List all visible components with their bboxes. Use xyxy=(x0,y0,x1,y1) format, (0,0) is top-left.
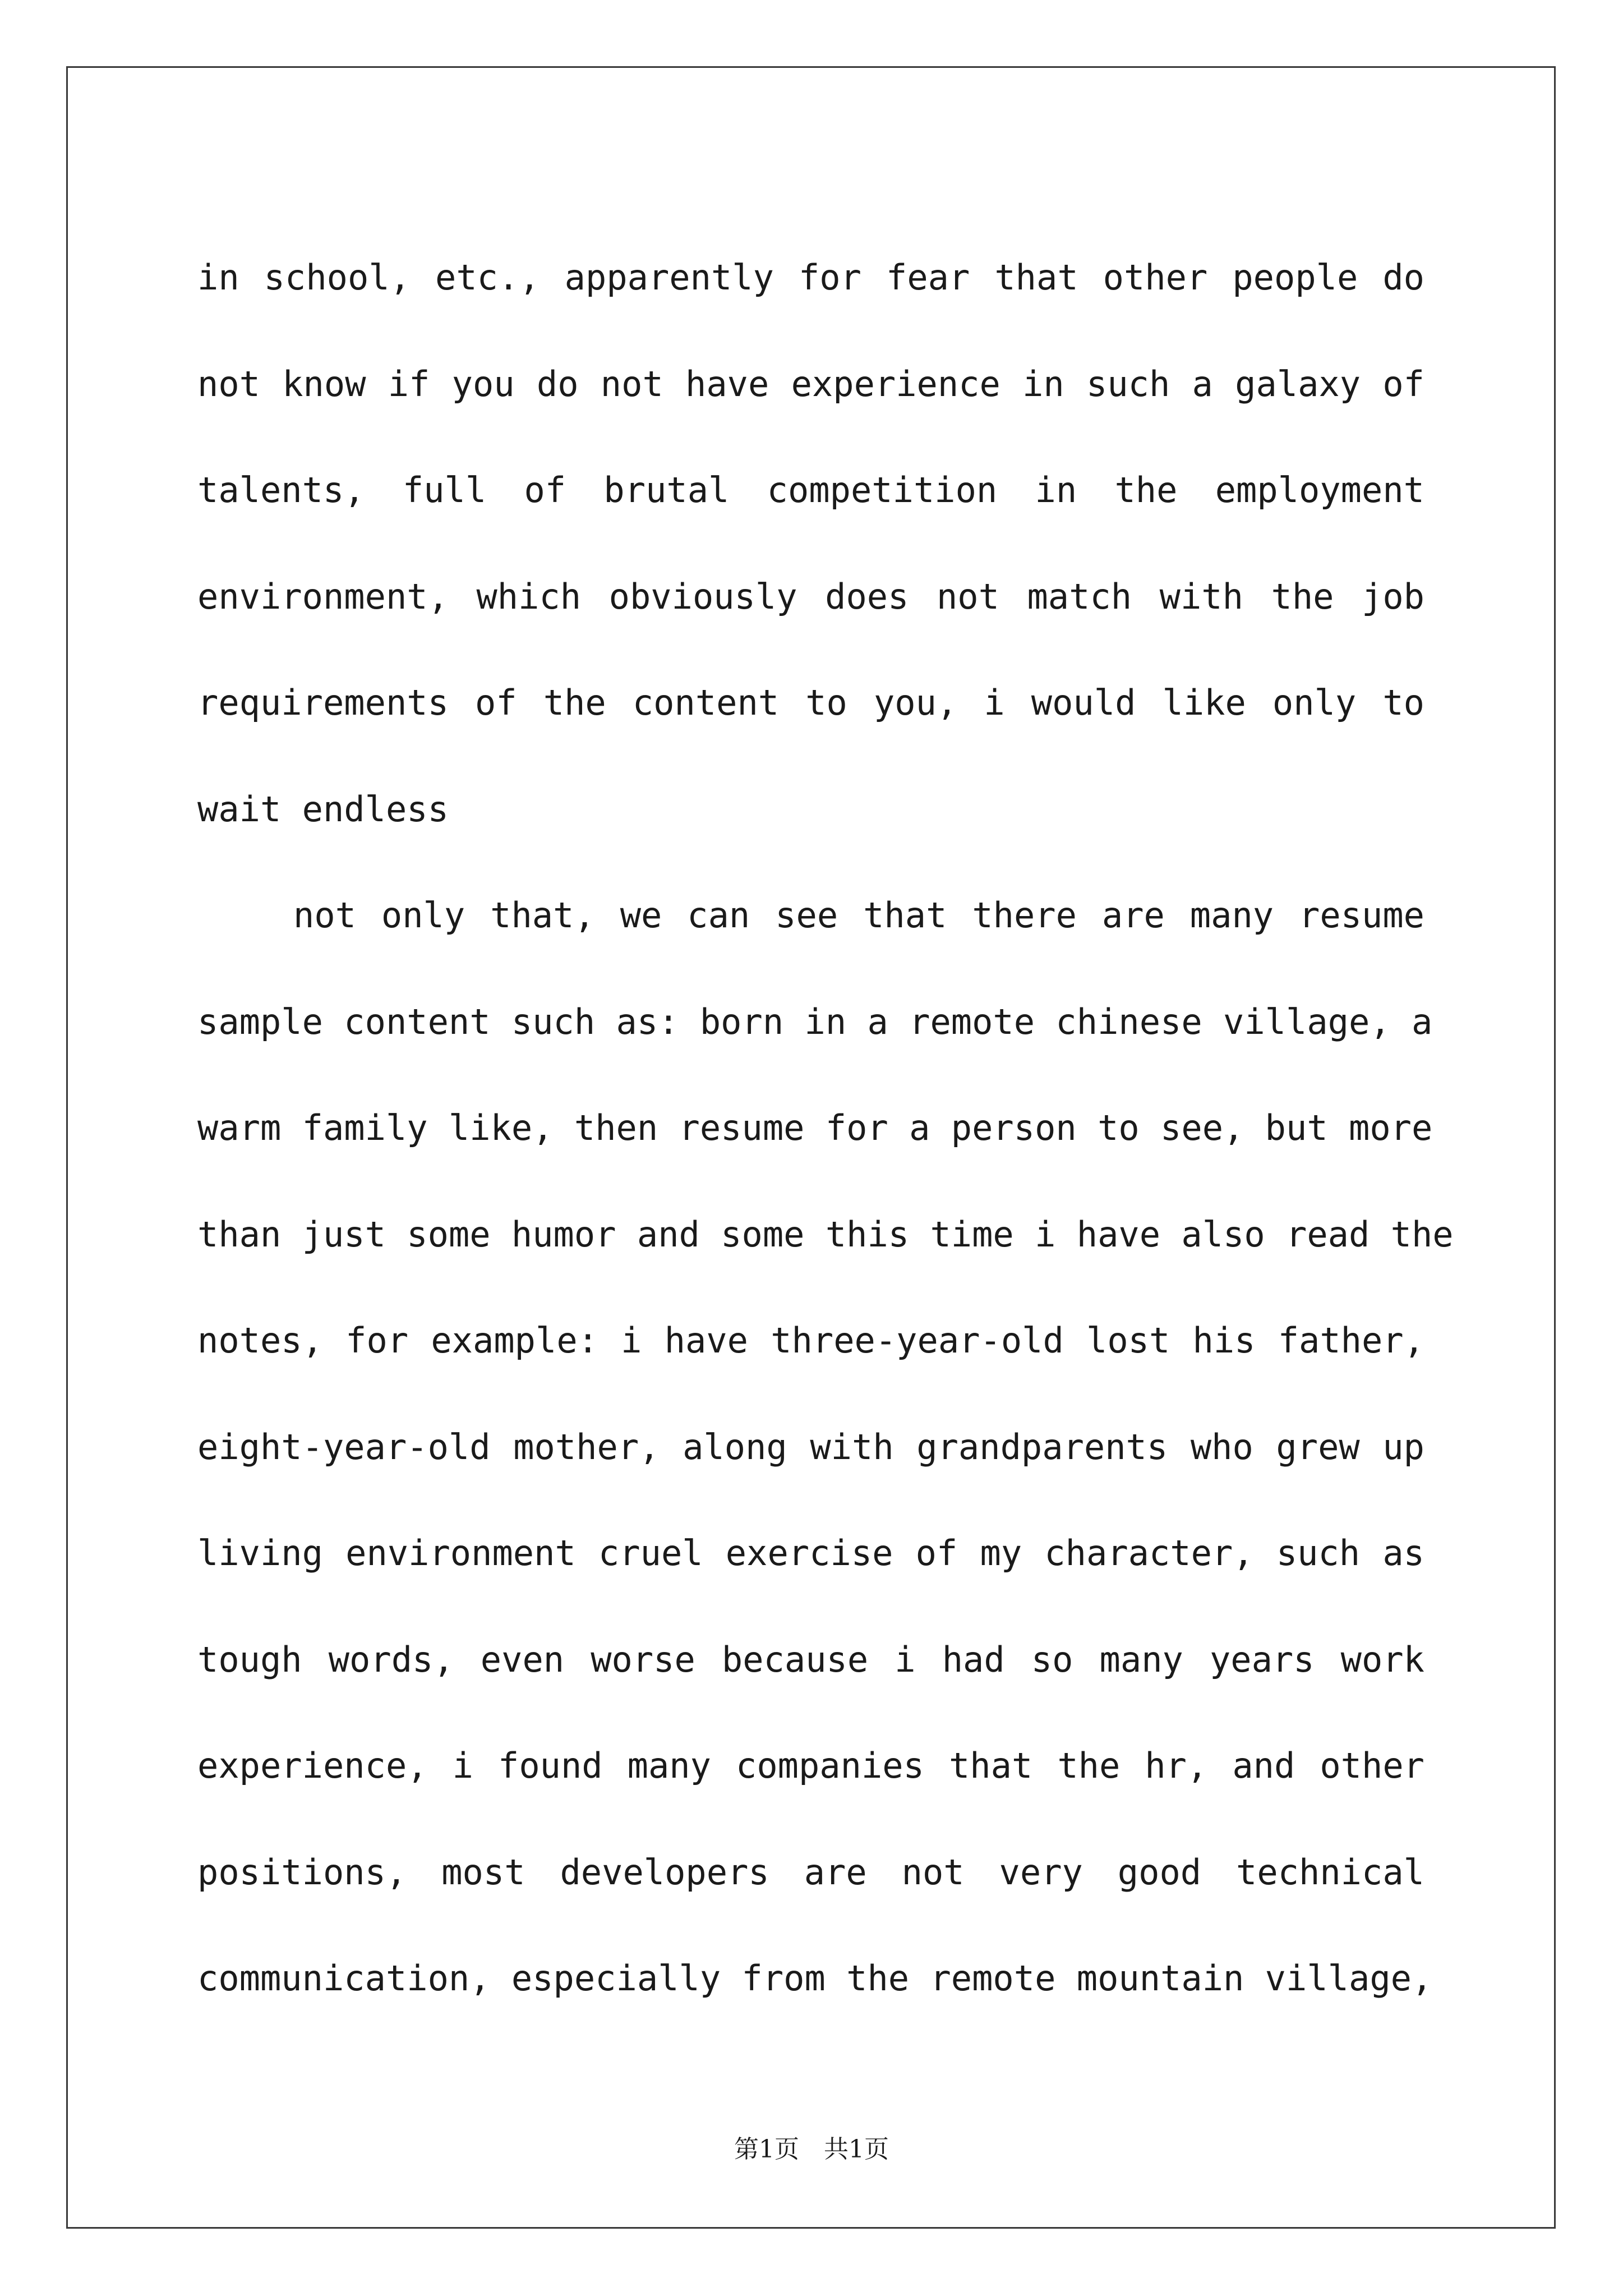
text-line: sample content such as: born in a remote chinese village, a xyxy=(197,1001,1433,1042)
text-line: environment, which obviously does not match with the job xyxy=(197,576,1424,617)
text-line: than just some humor and some this time i have also read the xyxy=(197,1213,1454,1255)
text-line: not know if you do not have experience in such a galaxy of xyxy=(197,363,1424,404)
text-line: tough words, even worse because i had so many years work xyxy=(197,1639,1424,1680)
text-line: not only that, we can see that there are many resume xyxy=(293,895,1424,936)
text-line: wait endless xyxy=(197,788,449,830)
text-line: positions, most developers are not very good technical xyxy=(197,1851,1424,1893)
text-line: experience, i found many companies that the hr, and other xyxy=(197,1745,1424,1786)
text-line: living environment cruel exercise of my character, such as xyxy=(197,1533,1424,1573)
text-line: communication, especially from the remote mountain village, xyxy=(197,1958,1433,1999)
document-body xyxy=(197,224,1454,2032)
text-line: requirements of the content to you, i would like only to xyxy=(197,682,1424,723)
text-line: warm family like, then resume for a person to see, but more xyxy=(197,1107,1433,1148)
text-line: in school, etc., apparently for fear that other people do xyxy=(197,257,1424,298)
text-line: eight-year-old mother, along with grandparents who grew up xyxy=(197,1426,1424,1467)
text-line: talents, full of brutal competition in the employment xyxy=(197,470,1424,510)
page-footer: 第1页 共1页 xyxy=(734,2135,889,2164)
text-line: notes, for example: i have three-year-old lost his father, xyxy=(197,1320,1424,1361)
